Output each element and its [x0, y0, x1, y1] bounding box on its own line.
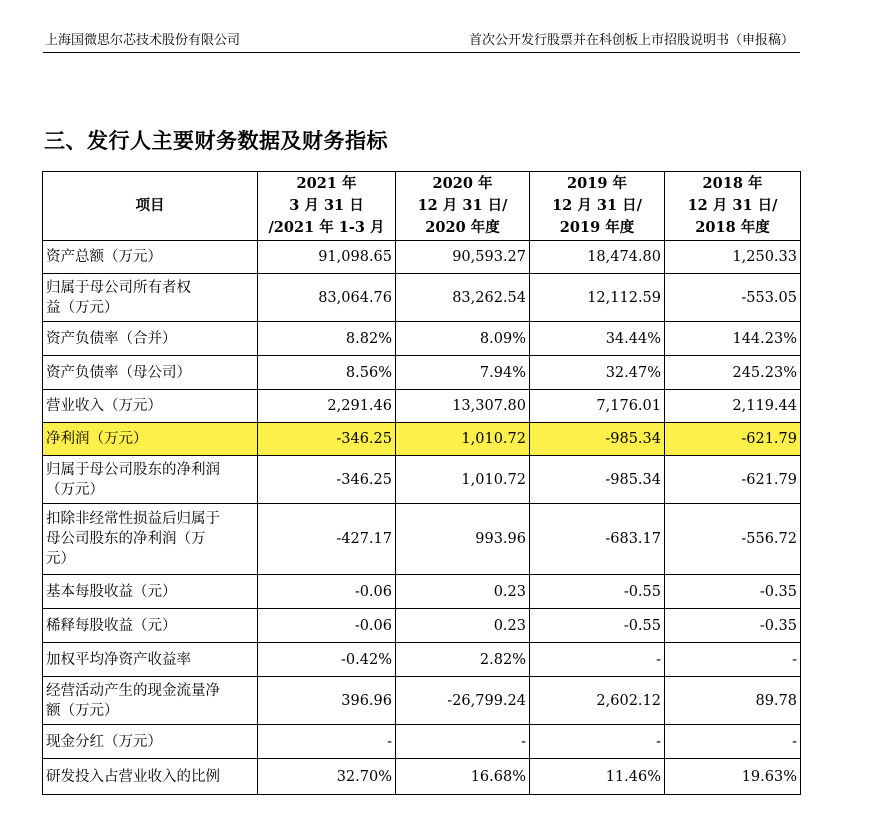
- row-label-line: 益（万元）: [46, 299, 119, 316]
- table-cell: -556.72: [665, 504, 801, 575]
- column-header-line: 2021 年: [296, 175, 357, 192]
- row-label-line: 经营活动产生的现金流量净: [46, 682, 220, 699]
- row-label-line: 扣除非经常性损益后归属于: [46, 511, 220, 527]
- table-cell: 12,112.59: [530, 274, 665, 322]
- column-header-line: 12 月 31 日/: [552, 197, 642, 214]
- row-label: [43, 504, 258, 575]
- column-header-line: 2019 年度: [559, 219, 635, 236]
- table-cell: -0.06: [258, 575, 396, 609]
- table-cell: 8.09%: [396, 322, 530, 356]
- row-label: [43, 423, 258, 456]
- table-row: [43, 356, 801, 390]
- table-row: [43, 456, 801, 504]
- table-cell: 83,262.54: [396, 274, 530, 322]
- table-cell: -0.35: [665, 609, 801, 643]
- table-cell: -621.79: [665, 456, 801, 504]
- column-header-line: 2018 年: [702, 175, 763, 192]
- table-cell: -985.34: [530, 456, 665, 504]
- row-label: [43, 322, 258, 356]
- table-row: [43, 390, 801, 423]
- column-header: [665, 172, 801, 241]
- table-row: [43, 575, 801, 609]
- table-cell: 8.82%: [258, 322, 396, 356]
- column-header-line: 2019 年: [567, 175, 627, 192]
- row-label: [43, 241, 258, 274]
- table-cell: -0.55: [530, 575, 665, 609]
- table-cell: 83,064.76: [258, 274, 396, 322]
- row-label-line: 归属于母公司股东的净利润: [46, 461, 220, 478]
- column-header: [258, 172, 396, 241]
- table-row: [43, 274, 801, 322]
- column-header: [396, 172, 530, 241]
- table-cell: 32.70%: [258, 759, 396, 795]
- row-label: [43, 274, 258, 322]
- section-title: 三、发行人主要财务数据及财务指标: [44, 128, 388, 153]
- table-cell: 1,010.72: [396, 456, 530, 504]
- table-row: [43, 504, 801, 575]
- table-cell: -: [665, 725, 801, 759]
- row-label: [43, 356, 258, 390]
- table-cell: 13,307.80: [396, 390, 530, 423]
- page-header: [43, 30, 800, 53]
- document-title: 首次公开发行股票并在科创板上市招股说明书（申报稿）: [468, 33, 794, 48]
- table-cell: -0.55: [530, 609, 665, 643]
- row-label: [43, 575, 258, 609]
- table-row: [43, 677, 801, 725]
- column-header-line: 2020 年: [432, 175, 493, 192]
- table-cell: 144.23%: [665, 322, 801, 356]
- table-cell: 34.44%: [530, 322, 665, 356]
- company-name: 上海国微思尔芯技术股份有限公司: [45, 33, 241, 48]
- table-cell: 7.94%: [396, 356, 530, 390]
- table-cell: 2,602.12: [530, 677, 665, 725]
- table-body: [43, 241, 801, 795]
- row-label: [43, 677, 258, 725]
- table-cell: 18,474.80: [530, 241, 665, 274]
- row-label-line: 元）: [46, 551, 75, 567]
- row-label-line: 净利润（万元）: [46, 431, 148, 447]
- column-header-line: 12 月 31 日/: [417, 197, 508, 214]
- row-label: [43, 759, 258, 795]
- table-cell: 1,250.33: [665, 241, 801, 274]
- table-cell: -: [396, 725, 530, 759]
- table-cell: 1,010.72: [396, 423, 530, 456]
- table-row: [43, 241, 801, 274]
- table-cell: 89.78: [665, 677, 801, 725]
- table-cell: -0.35: [665, 575, 801, 609]
- table-cell: -346.25: [258, 456, 396, 504]
- row-label-line: 基本每股收益（元）: [46, 583, 177, 600]
- row-label: [43, 643, 258, 677]
- table-cell: -346.25: [258, 423, 396, 456]
- row-label-line: 母公司股东的净利润（万: [46, 531, 206, 547]
- column-header-line: 12 月 31 日/: [687, 197, 778, 214]
- table-cell: -: [258, 725, 396, 759]
- table-cell: 19.63%: [665, 759, 801, 795]
- row-label: [43, 725, 258, 759]
- table-header-row: [43, 172, 801, 241]
- row-label: [43, 456, 258, 504]
- column-header-line: 3 月 31 日: [289, 197, 364, 214]
- column-header: [530, 172, 665, 241]
- column-header-line: 2018 年度: [695, 219, 770, 236]
- row-label-line: 现金分红（万元）: [46, 733, 162, 750]
- table-cell: 0.23: [396, 575, 530, 609]
- table-row: [43, 609, 801, 643]
- table-row: [43, 725, 801, 759]
- row-label-line: 加权平均净资产收益率: [46, 651, 191, 668]
- table-cell: -553.05: [665, 274, 801, 322]
- column-header-line: /2021 年 1-3 月: [268, 219, 385, 236]
- column-header: [43, 172, 258, 241]
- table-cell: 2,291.46: [258, 390, 396, 423]
- table-cell: 91,098.65: [258, 241, 396, 274]
- table-row: [43, 643, 801, 677]
- table-row: [43, 322, 801, 356]
- table-cell: 993.96: [396, 504, 530, 575]
- table-cell: 396.96: [258, 677, 396, 725]
- table-cell: 245.23%: [665, 356, 801, 390]
- row-label-line: 研发投入占营业收入的比例: [46, 768, 220, 785]
- table-cell: -427.17: [258, 504, 396, 575]
- table-cell: 2,119.44: [665, 390, 801, 423]
- row-label-line: 营业收入（万元）: [46, 398, 162, 414]
- column-header-line: 项目: [135, 197, 165, 214]
- row-label-line: 归属于母公司所有者权: [46, 279, 191, 296]
- column-header-line: 2020 年度: [425, 219, 500, 236]
- table-cell: 11.46%: [530, 759, 665, 795]
- table-cell: 7,176.01: [530, 390, 665, 423]
- table-row: [43, 423, 801, 456]
- table-cell: -26,799.24: [396, 677, 530, 725]
- table-cell: 90,593.27: [396, 241, 530, 274]
- table-cell: 32.47%: [530, 356, 665, 390]
- table-cell: 16.68%: [396, 759, 530, 795]
- table-row: [43, 759, 801, 795]
- table-cell: 2.82%: [396, 643, 530, 677]
- table-cell: -: [530, 643, 665, 677]
- table-cell: -683.17: [530, 504, 665, 575]
- row-label-line: 稀释每股收益（元）: [46, 617, 177, 634]
- row-label-line: 资产负债率（合并）: [46, 330, 177, 347]
- row-label-line: 资产总额（万元）: [46, 249, 162, 265]
- table-cell: 0.23: [396, 609, 530, 643]
- table-cell: -0.42%: [258, 643, 396, 677]
- table-cell: -0.06: [258, 609, 396, 643]
- row-label-line: （万元）: [46, 481, 104, 498]
- row-label: [43, 390, 258, 423]
- financial-table: [42, 171, 801, 795]
- table-cell: 8.56%: [258, 356, 396, 390]
- table-cell: -985.34: [530, 423, 665, 456]
- row-label-line: 资产负债率（母公司）: [46, 364, 191, 381]
- table-cell: -: [665, 643, 801, 677]
- row-label: [43, 609, 258, 643]
- row-label-line: 额（万元）: [46, 702, 119, 719]
- table-cell: -621.79: [665, 423, 801, 456]
- table-cell: -: [530, 725, 665, 759]
